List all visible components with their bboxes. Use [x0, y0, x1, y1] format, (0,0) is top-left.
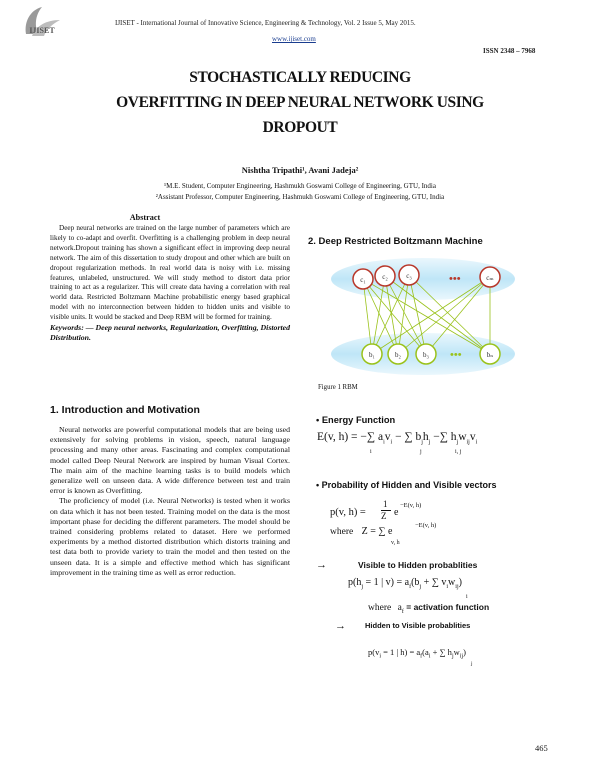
- section2-heading: 2. Deep Restricted Boltzmann Machine: [308, 236, 483, 247]
- visible-unit-2: b₂: [395, 351, 401, 359]
- affiliation-2: ²Assistant Professor, Computer Engineering, Hashmukh Goswami College of Engineering, GTU, India: [155, 193, 445, 201]
- abstract-heading: Abstract: [129, 213, 161, 222]
- hidden-unit-3: c₃: [406, 272, 412, 280]
- abstract-body: [50, 224, 290, 343]
- journal-website[interactable]: www.ijiset.com: [272, 35, 316, 43]
- h2v-heading: Hidden to Visible probablities: [365, 621, 471, 630]
- hidden-unit-m: cₘ: [486, 274, 494, 282]
- h2v-equation: $p(v_i = 1$ | $h) = a_f(a_i$ + ∑ $h_jw_{ij}$) j: [368, 647, 473, 667]
- paper-title-line-3: DROPOUT: [262, 119, 338, 136]
- h2v-arrow: →: [335, 620, 346, 632]
- section1-body: [50, 425, 290, 578]
- v2h-equation: $p(h_j = 1$ | $v) = a_f(b_j$ + ∑ $v_iw_{ij}$) i: [348, 577, 468, 600]
- figure-caption: Figure 1 RBM: [318, 384, 358, 391]
- keywords: Keywords: — Deep neural networks, Regularization, Overfitting, Distorted Distribution.: [50, 323, 290, 343]
- probability-heading: • Probability of Hidden and Visible vectors: [316, 480, 497, 490]
- section1-para-1: Neural networks are powerful computational models that are being used extensively for solving problems in vision, speech, natural language processing and many other areas. Fascinating and complex computational model called Deep Neural Network are inspired by human Visual Cortex. The main aim of the machine learning tasks is to build models which generalize well on unseen data. A wide difference between test and train error is known as Overfitting.: [50, 425, 290, 496]
- hidden-unit-1: c₁: [360, 276, 366, 284]
- where-label-2: where: [368, 603, 392, 613]
- section1-para-2: The proficiency of model (i.e. Neural Networks) is tested when it works on data which it has not been tested. Training model on the data is the most important phase for deciding the different parameters. The model should be trained considering problems related to dataset. Here we performed experiments by a method distorted distribution which distorts training and test data both to provide variety to train the model and then tested on the unseen data. It is a simple and effective method which has significant improvement in the training time as well as error reduction.: [50, 496, 290, 577]
- issn: ISSN 2348 – 7968: [483, 47, 536, 55]
- rbm-figure: [328, 254, 518, 386]
- activation-line: where $a_f$ = activation function: [368, 602, 490, 615]
- v2h-arrow: →: [316, 559, 327, 571]
- hidden-ellipsis: •••: [449, 273, 461, 285]
- visible-unit-n: bₙ: [486, 351, 494, 359]
- section1-heading: 1. Introduction and Motivation: [50, 404, 200, 416]
- visible-unit-1: b₁: [369, 351, 375, 359]
- authors: Nishtha Tripathi¹, Avani Jadeja²: [241, 165, 359, 175]
- activation-text: = activation function: [406, 602, 490, 612]
- page-number: 465: [535, 743, 548, 753]
- paper-title-line-1: STOCHASTICALLY REDUCING: [189, 69, 411, 86]
- logo-text: IJISET: [29, 26, 55, 35]
- partition-equation: where Z = ∑ e −E(v, h) v, h: [330, 522, 437, 546]
- hidden-unit-2: c₂: [382, 273, 388, 281]
- abstract-text: Deep neural networks are trained on the large number of parameters which are likely to co-adapt and overfit. Overfitting is a challenging problem in deep neural network.Dropout training has shown a significant effect in improving deep neural network. The aim of this dissertation to study dropout and other which are built on dropout regularization methods. In real world data is noisy with i.e. missing features, unlabeled, unstructured. We will study method to distort data prior training to act as a regularizer. This will create data having a correlation with real world data. Restricted Boltzmann Machine probabilistic energy based graphical model with no interconnection between hidden to hidden units and visible to visible units. It would be stacked and Deep RBM will be formed for training.: [50, 224, 290, 322]
- v2h-heading: Visible to Hidden probablities: [358, 560, 478, 570]
- journal-line: IJISET - International Journal of Innovative Science, Engineering & Technology, Vol. 2 Issue 5, May 2015.: [115, 19, 416, 27]
- journal-logo: [20, 2, 68, 42]
- visible-ellipsis: •••: [450, 349, 462, 361]
- paper-title-line-2: OVERFITTING IN DEEP NEURAL NETWORK USING: [116, 94, 484, 111]
- energy-function-heading: • Energy Function: [316, 415, 396, 425]
- visible-unit-3: b₃: [423, 351, 429, 359]
- where-label-1: where: [330, 527, 354, 537]
- affiliation-1: ¹M.E. Student, Computer Engineering, Hashmukh Goswami College of Engineering, GTU, India: [164, 182, 436, 190]
- energy-equation: E(v, h) = −∑ $a_iv_i$ − ∑ $b_jh_j$ −∑ $h_jw_{ij}v_i$ i j i, j: [317, 431, 478, 455]
